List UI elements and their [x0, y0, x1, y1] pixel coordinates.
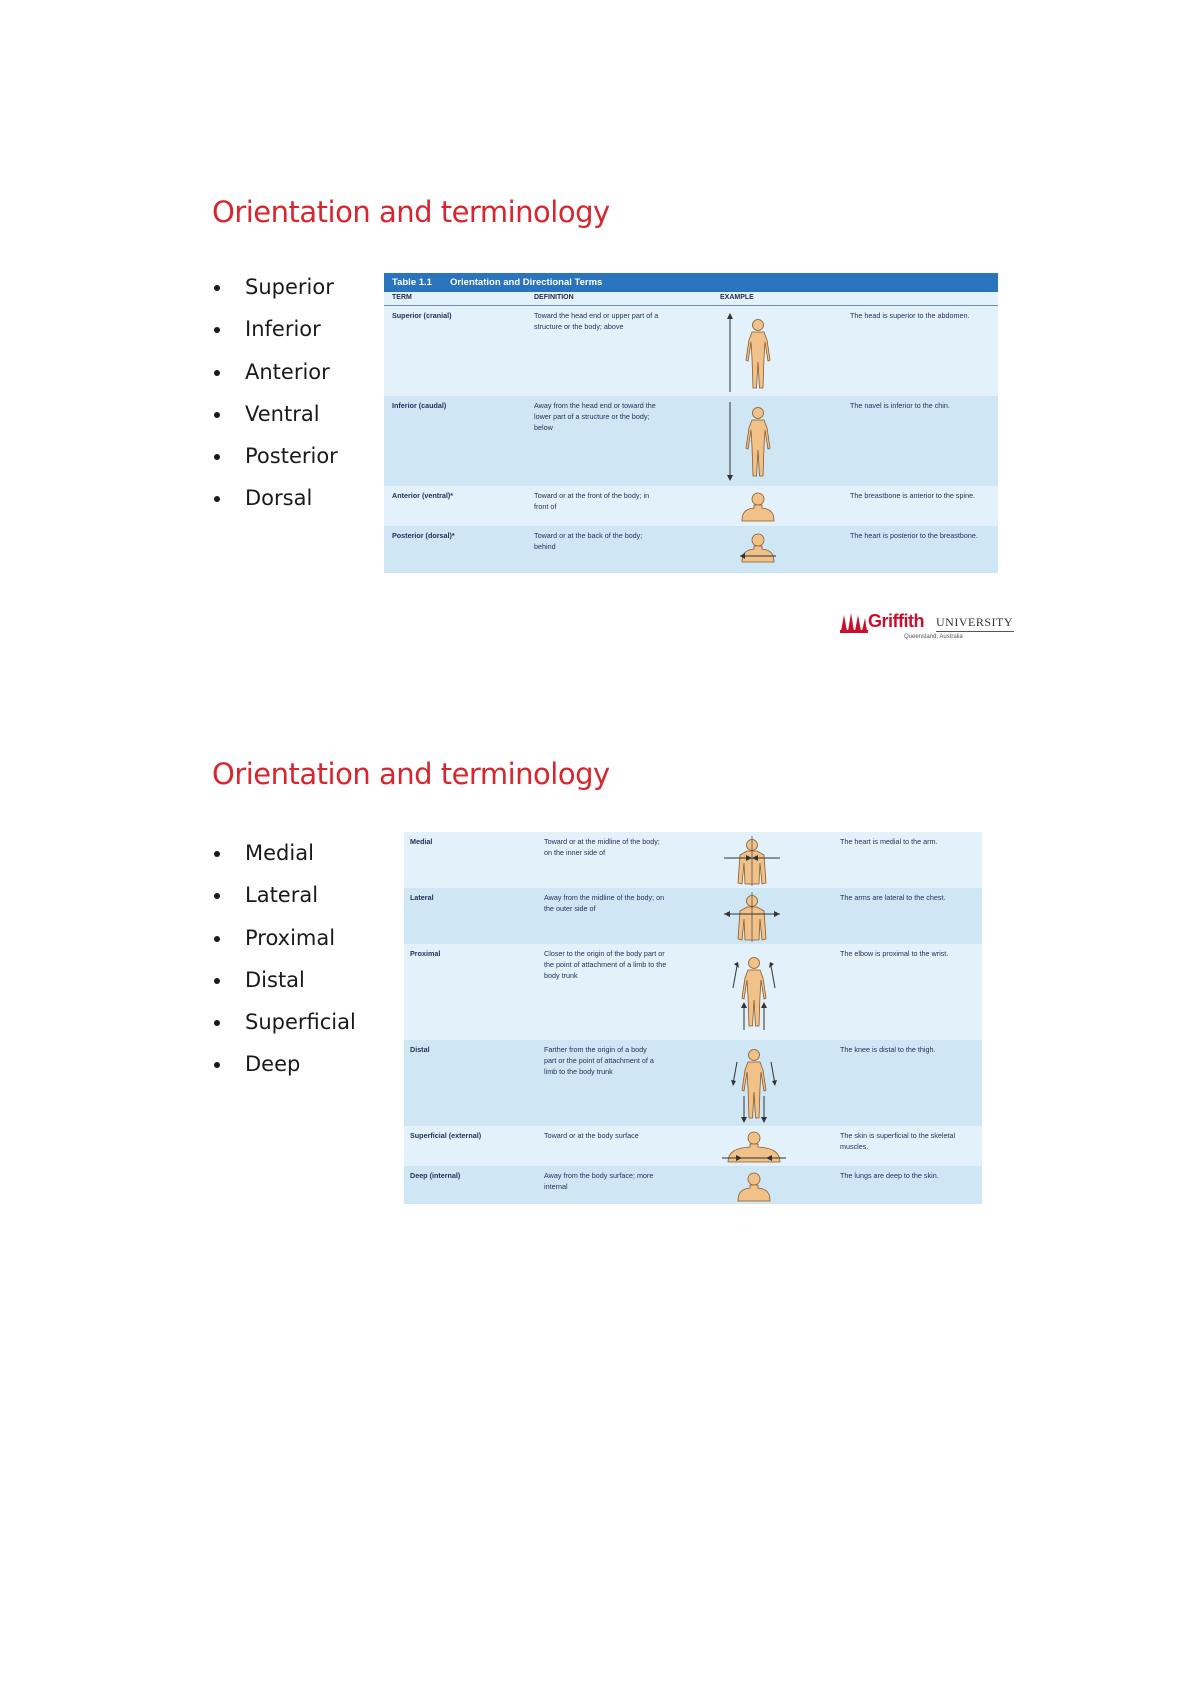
table-caption: Table 1.1 Orientation and Directional Terms — [384, 273, 998, 292]
example-cell: The arms are lateral to the chest. — [840, 893, 946, 902]
definition-cell: Away from the midline of the body; on the outer side of — [544, 893, 665, 913]
example-cell: The skin is superficial to the skeletal muscles. — [840, 1131, 956, 1151]
table-row — [404, 888, 982, 944]
definition-cell: Toward or at the back of the body; behind — [534, 531, 643, 551]
table-row — [404, 1040, 982, 1126]
logo-name: Griffith — [868, 611, 924, 631]
list-item: Ventral — [212, 400, 338, 442]
list-item: Superficial — [212, 1008, 356, 1050]
superior-figure-icon — [724, 310, 780, 394]
list-item: Dorsal — [212, 484, 338, 526]
posterior-figure-icon — [738, 530, 778, 568]
definition-cell: Away from the body surface; more internal — [544, 1171, 654, 1191]
bullet-icon — [214, 936, 220, 942]
table-row — [404, 944, 982, 1040]
definition-cell: Farther from the origin of a body part or the point of attachment of a limb to the body trunk — [544, 1045, 654, 1076]
bullet-icon — [214, 893, 220, 899]
example-cell: The elbow is proximal to the wrist. — [840, 949, 949, 958]
term-cell: Superior (cranial) — [392, 311, 452, 320]
bullet-icon — [214, 454, 220, 460]
bullet-icon — [214, 412, 220, 418]
list-item: Posterior — [212, 442, 338, 484]
griffith-university-logo — [840, 610, 1015, 646]
deep-figure-icon — [732, 1169, 776, 1203]
list-item: Inferior — [212, 315, 338, 357]
slide-2 — [0, 700, 1200, 1220]
list-item: Distal — [212, 966, 356, 1008]
proximal-figure-icon — [730, 948, 778, 1036]
list-item: Superior — [212, 273, 338, 315]
bullet-icon — [214, 1062, 220, 1068]
logo-university: UNIVERSITY — [936, 615, 1013, 629]
term-cell: Distal — [410, 1045, 430, 1054]
directional-terms-table-continued — [404, 832, 982, 1204]
table-row — [384, 306, 998, 396]
definition-cell: Away from the head end or toward the lower part of a structure or the body; below — [534, 401, 656, 432]
term-cell: Medial — [410, 837, 433, 846]
directional-terms-table — [384, 273, 998, 573]
anterior-figure-icon — [738, 489, 778, 523]
bullet-icon — [214, 978, 220, 984]
term-cell: Inferior (caudal) — [392, 401, 447, 410]
logo-divider — [936, 631, 1014, 632]
column-header-definition: DEFINITION — [534, 294, 574, 301]
definition-cell: Closer to the origin of the body part or the point of attachment of a limb to the body trunk — [544, 949, 667, 980]
example-cell: The navel is inferior to the chin. — [850, 401, 950, 410]
definition-cell: Toward or at the body surface — [544, 1131, 639, 1140]
bullet-icon — [214, 285, 220, 291]
example-cell: The breastbone is anterior to the spine. — [850, 491, 976, 500]
list-item: Proximal — [212, 924, 356, 966]
example-cell: The heart is medial to the arm. — [840, 837, 938, 846]
list-item: Deep — [212, 1050, 356, 1092]
list-item: Medial — [212, 839, 356, 881]
table-header — [384, 292, 998, 306]
table-row — [384, 526, 998, 573]
bullet-icon — [214, 851, 220, 857]
definition-cell: Toward the head end or upper part of a structure or the body; above — [534, 311, 659, 331]
medial-figure-icon — [722, 836, 782, 886]
column-header-term: TERM — [392, 294, 412, 301]
table-row — [384, 486, 998, 526]
inferior-figure-icon — [724, 400, 780, 484]
bullet-list — [212, 273, 338, 527]
slide-1 — [0, 0, 1200, 700]
bullet-icon — [214, 496, 220, 502]
slide-title: Orientation and terminology — [212, 195, 610, 229]
example-cell: The head is superior to the abdomen. — [850, 311, 970, 320]
term-cell: Superficial (external) — [410, 1131, 482, 1140]
term-cell: Deep (internal) — [410, 1171, 461, 1180]
example-cell: The lungs are deep to the skin. — [840, 1171, 939, 1180]
superficial-figure-icon — [722, 1128, 786, 1166]
term-cell: Anterior (ventral)* — [392, 491, 454, 500]
bullet-icon — [214, 327, 220, 333]
bullet-icon — [214, 370, 220, 376]
table-row — [404, 1126, 982, 1166]
distal-figure-icon — [730, 1042, 778, 1124]
griffith-emblem-icon — [840, 611, 868, 633]
column-header-example: EXAMPLE — [720, 294, 754, 301]
table-row — [404, 1166, 982, 1204]
list-item: Lateral — [212, 881, 356, 923]
slide-title: Orientation and terminology — [212, 757, 610, 791]
list-item: Anterior — [212, 358, 338, 400]
term-cell: Proximal — [410, 949, 441, 958]
table-row — [404, 832, 982, 888]
lateral-figure-icon — [722, 892, 782, 942]
table-row — [384, 396, 998, 486]
bullet-list — [212, 839, 356, 1093]
term-cell: Lateral — [410, 893, 434, 902]
definition-cell: Toward or at the front of the body; in front of — [534, 491, 650, 511]
definition-cell: Toward or at the midline of the body; on the inner side of — [544, 837, 660, 857]
term-cell: Posterior (dorsal)* — [392, 531, 455, 540]
logo-tagline: Queensland, Australia — [904, 634, 963, 640]
example-cell: The knee is distal to the thigh. — [840, 1045, 936, 1054]
bullet-icon — [214, 1020, 220, 1026]
example-cell: The heart is posterior to the breastbone. — [850, 531, 978, 540]
